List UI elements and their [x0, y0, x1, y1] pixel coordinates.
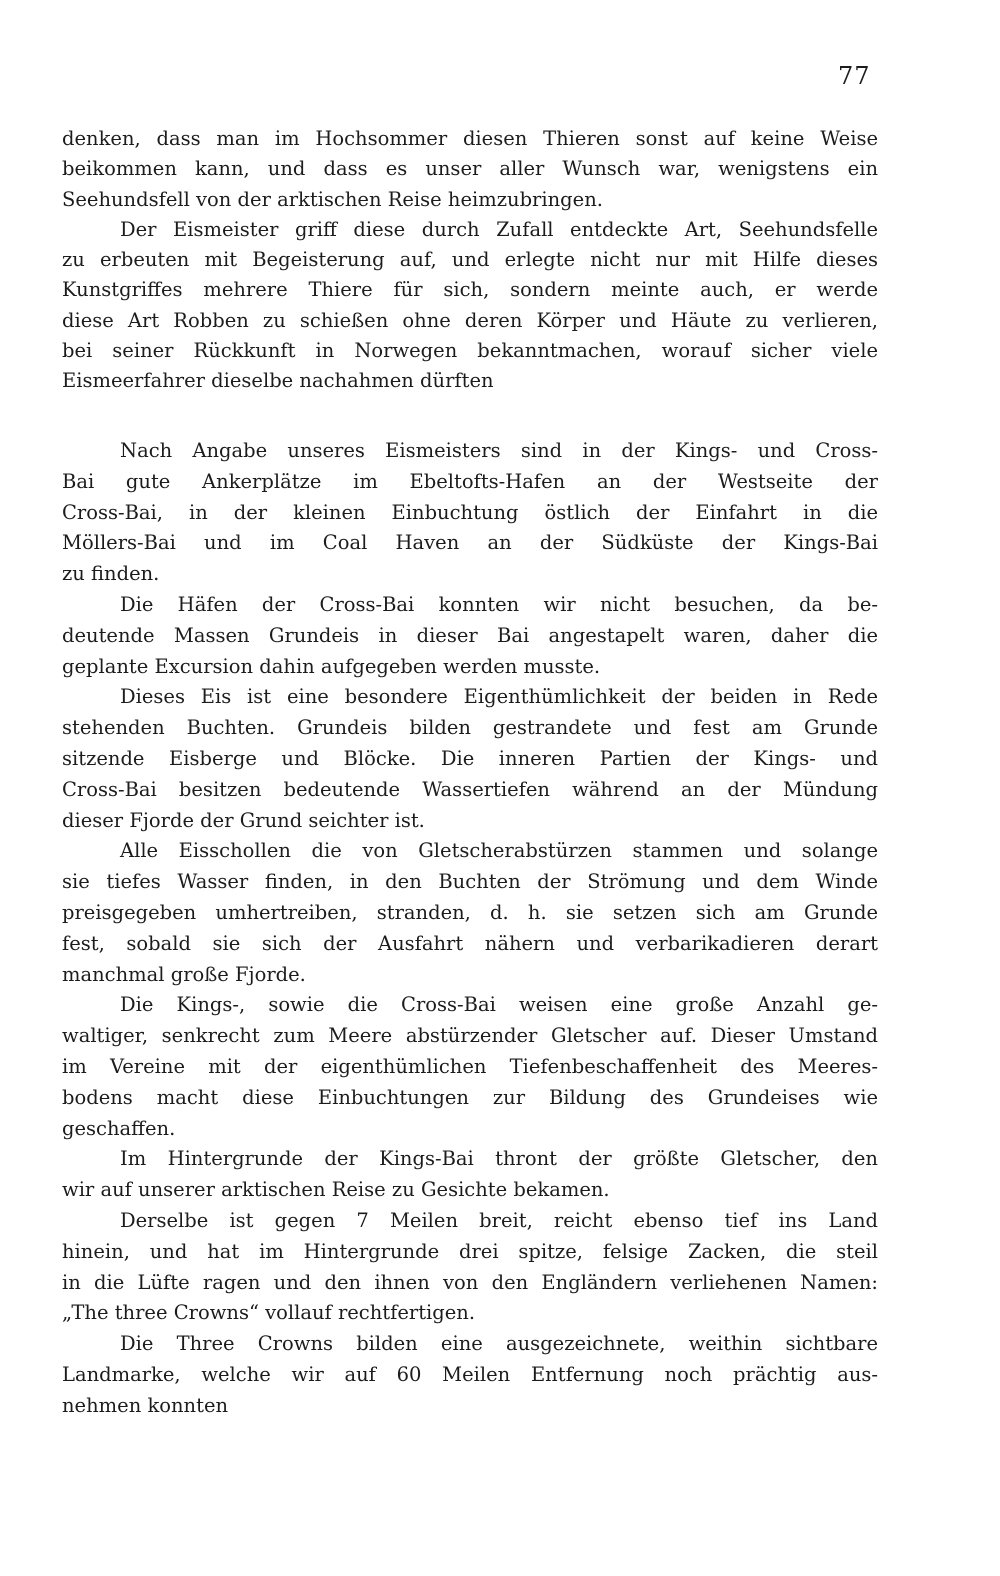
text-line: dieser Fjorde der Grund seichter ist.: [62, 808, 425, 832]
paragraph-group-harbours-and-glaciers: [62, 436, 878, 1422]
text-line: sie tiefes Wasser finden, in den Buchten der Strömung und dem Winde: [62, 870, 878, 894]
text-line: Kunstgriffes mehrere Thiere für sich, sondern meinte auch, er werde: [62, 278, 878, 302]
text-line: bei seiner Rückkunft in Norwegen bekanntmachen, worauf sicher viele: [62, 339, 878, 363]
text-line: Eismeerfahrer dieselbe nachahmen dürften: [62, 369, 494, 393]
text-line: in die Lüfte ragen und den ihnen von den Engländern verliehenen Namen:: [62, 1270, 878, 1294]
text-line: Cross-Bai besitzen bedeutende Wassertiefen während an der Mündung: [62, 777, 878, 801]
text-line: Die Häfen der Cross-Bai konnten wir nicht besuchen, da be-: [120, 592, 878, 616]
text-line: beikommen kann, und dass es unser aller Wunsch war, wenigstens ein: [62, 157, 878, 181]
text-line: „The three Crowns“ vollauf rechtfertigen.: [62, 1301, 476, 1325]
text-line: Möllers-Bai und im Coal Haven an der Südküste der Kings-Bai: [62, 531, 878, 555]
text-line: deutende Massen Grundeis in dieser Bai angestapelt waren, daher die: [62, 623, 878, 647]
text-line: bodens macht diese Einbuchtungen zur Bildung des Grundeises wie: [62, 1085, 878, 1109]
text-line: Nach Angabe unseres Eismeisters sind in der Kings- und Cross-: [120, 439, 878, 462]
text-line: manchmal große Fjorde.: [62, 962, 306, 986]
text-line: Im Hintergrunde der Kings-Bai thront der größte Gletscher, den: [120, 1147, 878, 1171]
paragraph-group-seal-hunting: [62, 124, 878, 397]
text-line: geschaffen.: [62, 1116, 176, 1140]
text-line: Dieses Eis ist eine besondere Eigenthümlichkeit der beiden in Rede: [120, 685, 878, 709]
text-line: Seehundsfell von der arktischen Reise heimzubringen.: [62, 187, 603, 211]
text-line: denken, dass man im Hochsommer diesen Thieren sonst auf keine Weise: [62, 127, 878, 150]
text-line: Landmarke, welche wir auf 60 Meilen Entfernung noch prächtig aus-: [62, 1362, 878, 1386]
text-line: Der Eismeister griff diese durch Zufall entdeckte Art, Seehundsfelle: [120, 217, 878, 241]
text-line: Derselbe ist gegen 7 Meilen breit, reicht ebenso tief ins Land: [120, 1208, 878, 1232]
text-line: sitzende Eisberge und Blöcke. Die inneren Partien der Kings- und: [62, 746, 878, 770]
text-line: zu erbeuten mit Begeisterung auf, und erlegte nicht nur mit Hilfe dieses: [62, 248, 878, 272]
text-line: Die Three Crowns bilden eine ausgezeichnete, weithin sichtbare: [120, 1332, 878, 1356]
text-line: Alle Eisschollen die von Gletscherabstürzen stammen und solange: [120, 839, 878, 863]
text-line: im Vereine mit der eigenthümlichen Tiefenbeschaffenheit des Meeres-: [62, 1054, 878, 1078]
text-line: Bai gute Ankerplätze im Ebeltofts-Hafen an der Westseite der: [62, 469, 878, 493]
text-line: geplante Excursion dahin aufgegeben werden musste.: [62, 654, 601, 678]
text-line: fest, sobald sie sich der Ausfahrt nähern und verbarikadieren derart: [62, 931, 878, 955]
text-line: nehmen konnten: [62, 1393, 229, 1417]
text-line: zu finden.: [62, 562, 160, 586]
text-line: stehenden Buchten. Grundeis bilden gestrandete und fest am Grunde: [62, 716, 878, 740]
text-line: waltiger, senkrecht zum Meere abstürzender Gletscher auf. Dieser Umstand: [62, 1024, 878, 1048]
text-line: wir auf unserer arktischen Reise zu Gesichte bekamen.: [62, 1178, 610, 1202]
text-line: Cross-Bai, in der kleinen Einbuchtung östlich der Einfahrt in die: [62, 500, 878, 524]
text-line: hinein, und hat im Hintergrunde drei spitze, felsige Zacken, die steil: [62, 1239, 878, 1263]
text-line: diese Art Robben zu schießen ohne deren Körper und Häute zu verlieren,: [62, 308, 878, 332]
page-number: 77: [838, 62, 871, 90]
text-line: Die Kings-, sowie die Cross-Bai weisen eine große Anzahl ge-: [120, 993, 878, 1017]
text-line: preisgegeben umhertreiben, stranden, d. h. sie setzen sich am Grunde: [62, 900, 878, 924]
